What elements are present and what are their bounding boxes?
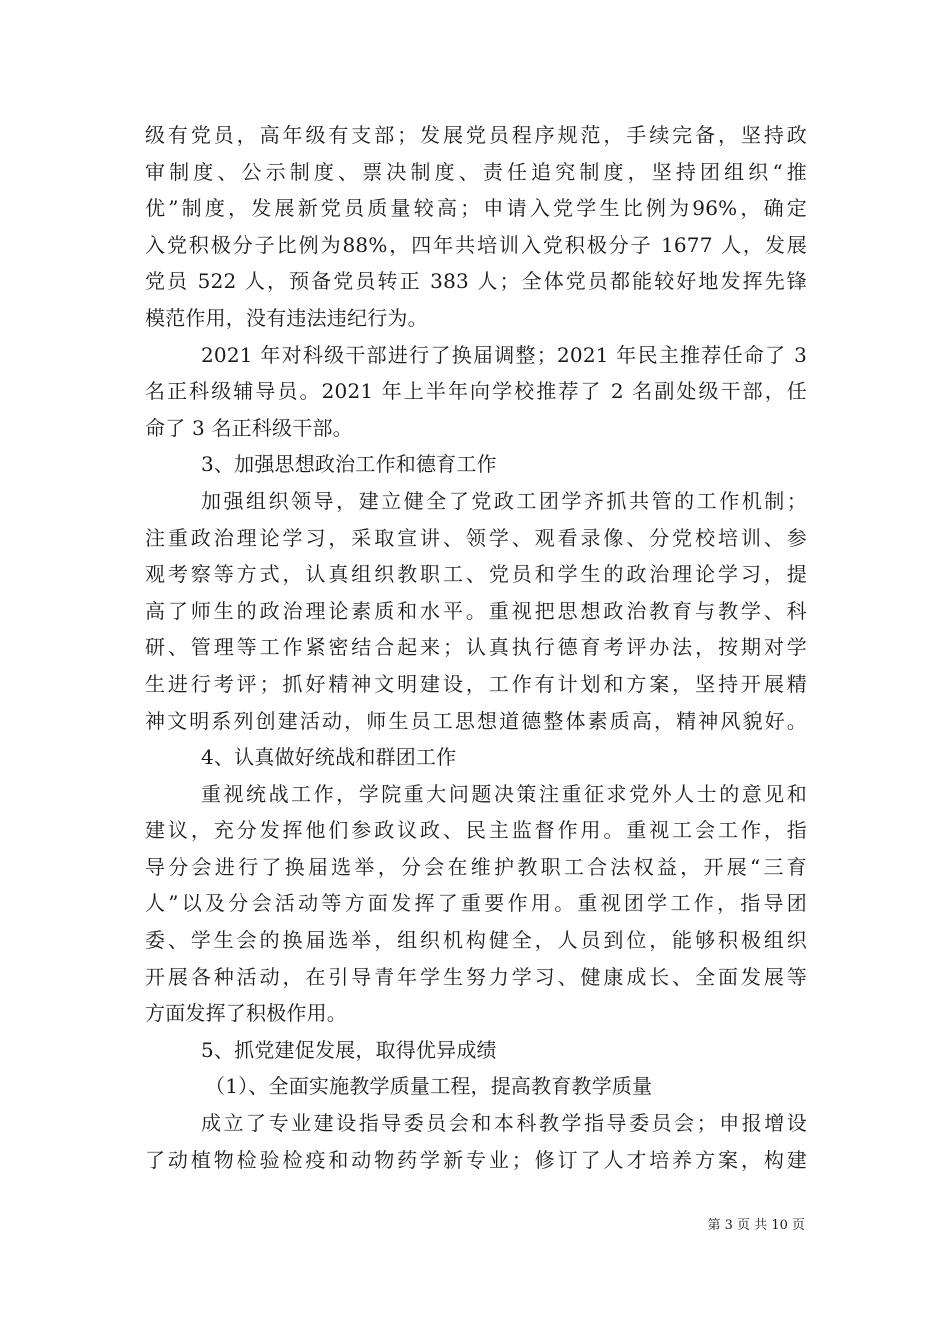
text-line: 命了 3 名正科级干部。 bbox=[145, 415, 353, 440]
text-line: 观考察等方式，认真组织教职工、党员和学生的政治理论学习，提 bbox=[145, 562, 807, 587]
text-line: 优”制度，发展新党员质量较高；申请入党学生比例为96%，确定 bbox=[145, 196, 807, 221]
text-line: 建议，充分发挥他们参政议政、民主监督作用。重视工会工作，指 bbox=[145, 818, 807, 843]
text-line: 方面发挥了积极作用。 bbox=[145, 1001, 347, 1026]
text-line: 开展各种活动，在引导青年学生努力学习、健康成长、全面发展等 bbox=[145, 964, 807, 989]
text-line: 研、管理等工作紧密结合起来；认真执行德育考评办法，按期对学 bbox=[145, 635, 807, 660]
text-line: 党员 522 人，预备党员转正 383 人；全体党员都能较好地发挥先锋 bbox=[145, 269, 807, 294]
paragraph-first-line: 重视统战工作，学院重大问题决策注重征求党外人士的意见和 bbox=[201, 781, 807, 806]
text-line: 导分会进行了换届选举，分会在维护教职工合法权益，开展“三育 bbox=[145, 854, 807, 879]
paragraph-first-line: 2021 年对科级干部进行了换届调整；2021 年民主推荐任命了 3 bbox=[201, 342, 807, 367]
page-number-footer: 第 3 页 共 10 页 bbox=[707, 1218, 805, 1233]
text-line: 神文明系列创建活动，师生员工思想道德整体素质高，精神风貌好。 bbox=[145, 708, 807, 733]
text-line: 模范作用，没有违法违纪行为。 bbox=[145, 305, 428, 330]
document-body bbox=[145, 117, 807, 1178]
section-heading: 5、抓党建促发展，取得优异成绩 bbox=[201, 1037, 497, 1062]
text-line: 注重政治理论学习，采取宣讲、领学、观看录像、分党校培训、参 bbox=[145, 525, 807, 550]
paragraph-first-line: 加强组织领导，建立健全了党政工团学齐抓共管的工作机制； bbox=[201, 488, 807, 513]
text-line: 高了师生的政治理论素质和水平。重视把思想政治教育与教学、科 bbox=[145, 598, 807, 623]
subsection-heading: （1）、全面实施教学质量工程，提高教育教学质量 bbox=[205, 1074, 653, 1099]
text-line: 名正科级辅导员。2021 年上半年向学校推荐了 2 名副处级干部，任 bbox=[145, 379, 807, 404]
text-line: 生进行考评；抓好精神文明建设，工作有计划和方案，坚持开展精 bbox=[145, 671, 807, 696]
text-line: 审制度、公示制度、票决制度、责任追究制度，坚持团组织“推 bbox=[145, 159, 807, 184]
text-line: 了动植物检验检疫和动物药学新专业；修订了人才培养方案，构建 bbox=[145, 1147, 807, 1172]
text-line: 人”以及分会活动等方面发挥了重要作用。重视团学工作，指导团 bbox=[145, 891, 807, 916]
section-heading: 3、加强思想政治工作和德育工作 bbox=[201, 452, 497, 477]
text-line: 委、学生会的换届选举，组织机构健全，人员到位，能够积极组织 bbox=[145, 928, 807, 953]
paragraph-first-line: 成立了专业建设指导委员会和本科教学指导委员会；申报增设 bbox=[201, 1111, 807, 1136]
text-line: 级有党员，高年级有支部；发展党员程序规范，手续完备，坚持政 bbox=[145, 123, 807, 147]
text-line: 入党积极分子比例为88%，四年共培训入党积极分子 1677 人，发展 bbox=[145, 232, 807, 257]
section-heading: 4、认真做好统战和群团工作 bbox=[201, 745, 457, 770]
